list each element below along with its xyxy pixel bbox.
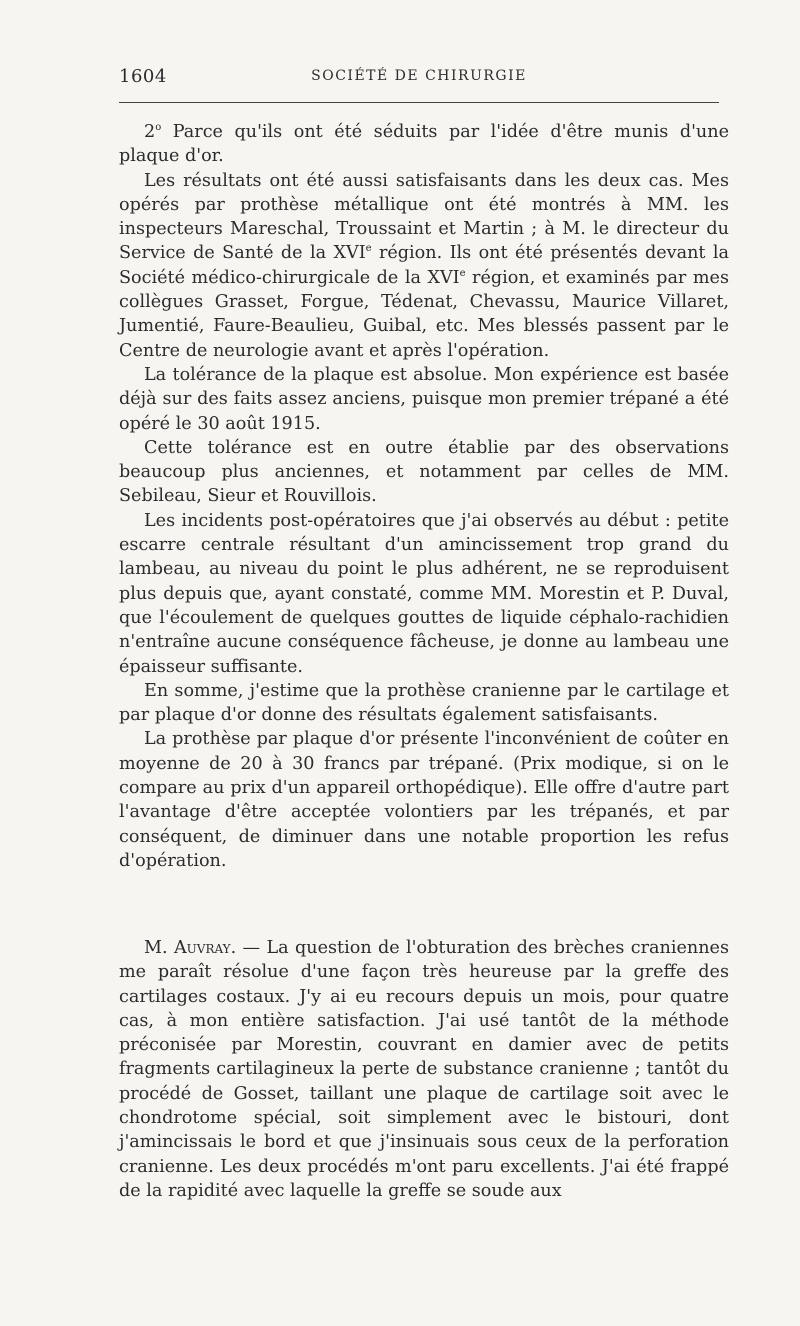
body-text bbox=[119, 120, 729, 873]
paragraph-4: Cette tolérance est en outre établie par des observations beaucoup plus anciennes, et notamment par celles de MM. Sebileau, Sieur et Rouvillois. bbox=[119, 437, 729, 507]
page-number: 1604 bbox=[119, 66, 167, 87]
auvray-paragraph: M. Auvray. — La question de l'obturation des brèches craniennes me paraît résolue d'une façon très heureuse par la greffe des cartilages costaux. J'y ai eu recours depuis un mois, pour quatre cas, à mon entière satisfaction. J'ai usé tantôt de la méthode préconisée par Morestin, couvrant en damier avec de petits fragments cartilagineux la perte de substance cranienne ; tantôt du procédé de Gosset, taillant une plaque de cartilage soit avec le chondrotome spécial, soit simplement avec le bistouri, dont j'amincissais le bord et que j'insinuais sous ceux de la perforation cranienne. Les deux procédés m'ont paru excellents. J'ai été frappé de la rapidité avec laquelle la greffe se soude aux bbox=[119, 938, 729, 1201]
paragraph-2: Les résultats ont été aussi satisfaisants dans les deux cas. Mes opérés par prothèse métallique ont été montrés à MM. les inspecteurs Mareschal, Troussaint et Martin ; à M. le directeur du Service de Santé de la XVIe région. Ils ont été présentés devant la Société médico-chirurgicale de la XVIe région, et examinés par mes collègues Grasset, Forgue, Tédenat, Chevassu, Maurice Villaret, Jumentié, Faure-Beaulieu, Guibal, etc. Mes blessés passent par le Centre de neurologie avant et après l'opération. bbox=[119, 170, 730, 361]
paragraph-1: 2$^o$ Parce qu'ils ont été séduits par l'idée d'être munis d'une plaque d'or. bbox=[119, 122, 729, 167]
running-title: SOCIÉTÉ DE CHIRURGIE bbox=[311, 68, 527, 84]
header-rule bbox=[119, 102, 719, 103]
auvray-section bbox=[119, 936, 729, 1203]
paragraph-7: La prothèse par plaque d'or présente l'inconvénient de coûter en moyenne de 20 à 30 francs par trépané. (Prix modique, si on le compare au prix d'un appareil orthopédique). Elle offre d'autre part l'avantage d'être acceptée volontiers par les trépanés, et par conséquent, de diminuer dans une notable proportion les refus d'opération. bbox=[119, 729, 729, 871]
paragraph-5: Les incidents post-opératoires que j'ai observés au début : petite escarre centrale résultant d'un amincissement trop grand du lambeau, au niveau du point le plus adhérent, ne se reproduisent plus depuis que, ayant constaté, comme MM. Morestin et P. Duval, que l'écoulement de quelques gouttes de liquide céphalo-rachidien n'entraîne aucune conséquence fâcheuse, je donne au lambeau une épaisseur suffisante. bbox=[119, 510, 729, 677]
page-header bbox=[119, 66, 719, 90]
paragraph-3: La tolérance de la plaque est absolue. Mon expérience est basée déjà sur des faits assez anciens, puisque mon premier trépané a été opéré le 30 août 1915. bbox=[119, 364, 729, 434]
speaker-name: M. Auvray. bbox=[144, 938, 237, 958]
paragraph-6: En somme, j'estime que la prothèse cranienne par le cartilage et par plaque d'or donne des résultats également satisfaisants. bbox=[119, 680, 729, 726]
